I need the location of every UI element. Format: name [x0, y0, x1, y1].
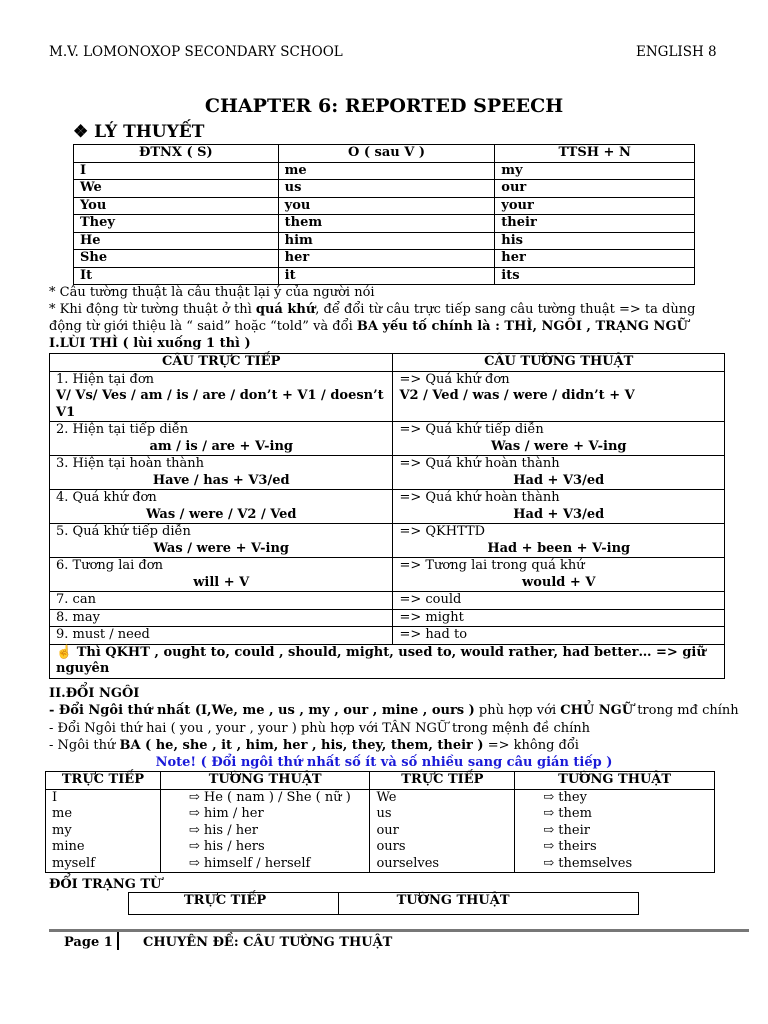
- table-row: [50, 422, 725, 456]
- adverb-table: [128, 892, 639, 915]
- tense-label: 5. Quá khứ tiếp diễn: [56, 524, 191, 539]
- cell-line: We: [376, 789, 397, 805]
- table-row: [50, 524, 725, 558]
- tense-label: => Quá khứ tiếp diễn: [399, 422, 544, 437]
- table-cell: We: [74, 180, 279, 198]
- note-line: [49, 318, 688, 335]
- table-row: [46, 789, 715, 873]
- table-row: [74, 232, 695, 250]
- footer-topic: CHUYÊN ĐỀ: CÂU TƯỜNG THUẬT: [143, 935, 393, 950]
- table-cell: 7. can: [50, 592, 393, 610]
- tense-label: 1. Hiện tại đơn: [56, 371, 155, 387]
- table-cell: [50, 371, 393, 422]
- table-row: [50, 609, 725, 627]
- table-cell: her: [495, 250, 695, 268]
- cell-line: [543, 856, 708, 873]
- table-cell: [50, 490, 393, 524]
- table-cell: => had to: [393, 627, 725, 645]
- table-cell: I: [74, 162, 279, 180]
- tense-formula: Had + V3/ed: [513, 506, 605, 522]
- cell-line: our: [376, 822, 399, 838]
- note-text: động từ giới thiệu là “ said” hoặc “told” và đổi: [49, 319, 357, 334]
- cell-text: He ( nam ) / She ( nữ ): [203, 789, 351, 805]
- section-heading: I.LÙI THÌ ( lùi xuống 1 thì ): [49, 336, 251, 351]
- rule-text: trong mđ chính: [633, 703, 739, 718]
- tense-label: => Tương lai trong quá khứ: [399, 558, 585, 573]
- table-row: [50, 644, 725, 678]
- school-name: M.V. LOMONOXOP SECONDARY SCHOOL: [49, 44, 343, 60]
- tense-label: => Quá khứ hoàn thành: [399, 456, 560, 471]
- tense-label: => QKHTTD: [399, 524, 486, 539]
- table-cell: us: [278, 180, 495, 198]
- tense-label: => Quá khứ hoàn thành: [399, 490, 560, 505]
- table-cell: [370, 789, 515, 873]
- note-blue: Note! ( Đổi ngôi thứ nhất số ít và số nhiều sang câu gián tiếp ): [155, 755, 613, 770]
- cell-line: us: [376, 806, 392, 821]
- cell-text: them: [558, 806, 592, 821]
- table-cell: [50, 558, 393, 592]
- table-cell: [393, 371, 725, 422]
- cell-line: ourselves: [376, 855, 440, 871]
- tense-label: 6. Tương lai đơn: [56, 558, 163, 573]
- table-cell: them: [278, 215, 495, 233]
- table-row: [74, 197, 695, 215]
- table-cell: [393, 558, 725, 592]
- table-cell: [393, 422, 725, 456]
- table-cell: He: [74, 232, 279, 250]
- header-cell: ĐTNX ( S): [74, 145, 279, 163]
- cell-text: his / hers: [203, 839, 265, 854]
- table-cell: => could: [393, 592, 725, 610]
- cell-line: [543, 806, 708, 823]
- footer-separator: [117, 932, 119, 950]
- header-cell: O ( sau V ): [278, 145, 495, 163]
- note-text: * Khi động từ tường thuật ở thì: [49, 302, 256, 317]
- arrow-icon: ⇨: [188, 839, 200, 854]
- header-cell: TRỰC TIẾP: [46, 772, 161, 790]
- tense-label: => Quá khứ đơn: [399, 371, 510, 387]
- table-cell: it: [278, 267, 495, 285]
- cell-text: themselves: [558, 855, 633, 871]
- table-cell: our: [495, 180, 695, 198]
- cell-line: [543, 823, 708, 840]
- tense-label: 3. Hiện tại hoàn thành: [56, 456, 205, 471]
- cell-text: their: [558, 822, 590, 838]
- arrow-icon: ⇨: [543, 822, 555, 838]
- table-row: [50, 627, 725, 645]
- table-row: [74, 180, 695, 198]
- table-cell: [393, 524, 725, 558]
- rule-text: - Đổi Ngôi thứ nhất (I,We, me , us , my , our , mine , ours ): [49, 703, 475, 718]
- tense-formula: Have / has + V3/ed: [152, 472, 290, 488]
- header-cell: TƯỜNG THUẬT: [160, 772, 370, 790]
- tense-formula: Was / were + V-ing: [153, 540, 290, 556]
- table-row: [50, 490, 725, 524]
- table-row: [50, 456, 725, 490]
- cell-line: ours: [376, 839, 406, 854]
- table-cell: [393, 490, 725, 524]
- cell-line: [189, 790, 364, 807]
- arrow-icon: ⇨: [188, 822, 200, 838]
- cell-line: my: [52, 822, 72, 838]
- note-text: quá khứ: [255, 302, 316, 317]
- rule-text: CHỦ NGỮ: [560, 703, 634, 718]
- header-cell: CÂU TƯỜNG THUẬT: [393, 354, 725, 372]
- table-cell: me: [278, 162, 495, 180]
- arrow-icon: ⇨: [188, 806, 200, 821]
- header-cell: TRỰC TIẾP: [129, 893, 339, 915]
- theory-heading: ❖ LÝ THUYẾT: [73, 122, 205, 142]
- rule-text: BA ( he, she , it , him, her , his, they, them, their ): [119, 738, 484, 753]
- table-cell: [50, 524, 393, 558]
- note-line: * Câu tường thuật là câu thuật lại ý của người nói: [49, 285, 375, 300]
- table-cell: my: [495, 162, 695, 180]
- tense-formula: am / is / are + V-ing: [149, 438, 293, 454]
- note-text: , để đổi từ câu trực tiếp sang câu tường thuật => ta dùng: [315, 302, 696, 317]
- page-number: Page 1: [64, 935, 113, 950]
- rule-line: [49, 702, 739, 719]
- table-cell: your: [495, 197, 695, 215]
- cell-line: [189, 806, 364, 823]
- table-cell: It: [74, 267, 279, 285]
- cell-text: they: [558, 789, 587, 805]
- table-cell: ☝ Thì QKHT , ought to, could , should, might, used to, would rather, had better… => giữ nguyên: [50, 644, 725, 678]
- table-header-row: [74, 145, 695, 163]
- tense-formula: would + V: [522, 574, 596, 590]
- section-heading: ĐỔI TRẠNG TỪ: [49, 877, 162, 892]
- table-cell: 8. may: [50, 609, 393, 627]
- rule-line: - Đổi Ngôi thứ hai ( you , your , your ) phù hợp với TÂN NGỮ trong mệnh đề chính: [49, 721, 590, 736]
- table-cell: 9. must / need: [50, 627, 393, 645]
- tense-formula: Had + been + V-ing: [487, 540, 631, 556]
- header-cell: TTSH + N: [495, 145, 695, 163]
- tense-label: 2. Hiện tại tiếp diễn: [56, 422, 189, 437]
- table-cell: you: [278, 197, 495, 215]
- cell-line: myself: [52, 855, 96, 871]
- note-line: [49, 301, 695, 318]
- table-cell: She: [74, 250, 279, 268]
- header-cell: TƯỜNG THUẬT: [338, 893, 638, 915]
- table-cell: [160, 789, 370, 873]
- cell-text: himself / herself: [203, 855, 311, 871]
- table-cell: her: [278, 250, 495, 268]
- table-cell: their: [495, 215, 695, 233]
- tense-formula: will + V: [193, 574, 250, 590]
- cell-line: [189, 823, 364, 840]
- table-header-row: [129, 893, 639, 915]
- table-row: [74, 267, 695, 285]
- table-row: [74, 162, 695, 180]
- cell-text: his / her: [203, 822, 259, 838]
- arrow-icon: ⇨: [543, 855, 555, 871]
- table-header-row: [46, 772, 715, 790]
- footer-divider: [49, 929, 749, 932]
- tense-formula: V/ Vs/ Ves / am / is / are / don’t + V1 / doesn’t V1: [56, 388, 384, 420]
- arrow-icon: ⇨: [543, 839, 555, 854]
- table-cell: its: [495, 267, 695, 285]
- header-cell: TƯỜNG THUẬT: [515, 772, 715, 790]
- table-cell: You: [74, 197, 279, 215]
- cell-line: [543, 790, 708, 807]
- cell-line: [543, 839, 708, 856]
- table-cell: [393, 456, 725, 490]
- table-row: [50, 371, 725, 422]
- table-header-row: [50, 354, 725, 372]
- cell-line: mine: [52, 839, 85, 854]
- table-cell: [50, 422, 393, 456]
- rule-text: phù hợp với: [474, 703, 561, 718]
- header-cell: TRỰC TIẾP: [370, 772, 515, 790]
- cell-line: I: [52, 789, 58, 805]
- table-row: [50, 558, 725, 592]
- tense-formula: V2 / Ved / was / were / didn’t + V: [399, 388, 635, 403]
- cell-line: me: [52, 806, 73, 821]
- rule-text: => không đổi: [483, 738, 579, 753]
- page-title: CHAPTER 6: REPORTED SPEECH: [204, 95, 564, 117]
- tense-label: 4. Quá khứ đơn: [56, 490, 157, 505]
- section-heading: II.ĐỔI NGÔI: [49, 686, 140, 701]
- table-cell: [515, 789, 715, 873]
- table-cell: They: [74, 215, 279, 233]
- tense-formula: Was / were / V2 / Ved: [145, 506, 297, 522]
- rule-text: - Ngôi thứ: [49, 738, 120, 753]
- cell-text: theirs: [558, 839, 597, 854]
- cell-line: [189, 856, 364, 873]
- pronoun-table: [73, 144, 695, 285]
- arrow-icon: ⇨: [543, 806, 555, 821]
- note-text: BA yếu tố chính là : THÌ, NGÔI , TRẠNG NGỮ: [356, 319, 688, 334]
- tense-formula: Had + V3/ed: [513, 472, 605, 488]
- table-cell: him: [278, 232, 495, 250]
- table-row: [50, 592, 725, 610]
- tense-table: [49, 353, 725, 679]
- rule-line: [49, 737, 579, 754]
- table-cell: his: [495, 232, 695, 250]
- table-row: [74, 250, 695, 268]
- arrow-icon: ⇨: [543, 789, 555, 805]
- table-cell: [50, 456, 393, 490]
- table-cell: [46, 789, 161, 873]
- table-cell: => might: [393, 609, 725, 627]
- cell-line: [189, 839, 364, 856]
- person-table: [45, 771, 715, 873]
- cell-text: him / her: [203, 806, 264, 821]
- subject-name: ENGLISH 8: [636, 44, 717, 60]
- arrow-icon: ⇨: [188, 789, 200, 805]
- arrow-icon: ⇨: [188, 855, 200, 871]
- tense-formula: Was / were + V-ing: [490, 438, 627, 454]
- header-cell: CÂU TRỰC TIẾP: [50, 354, 393, 372]
- table-row: [74, 215, 695, 233]
